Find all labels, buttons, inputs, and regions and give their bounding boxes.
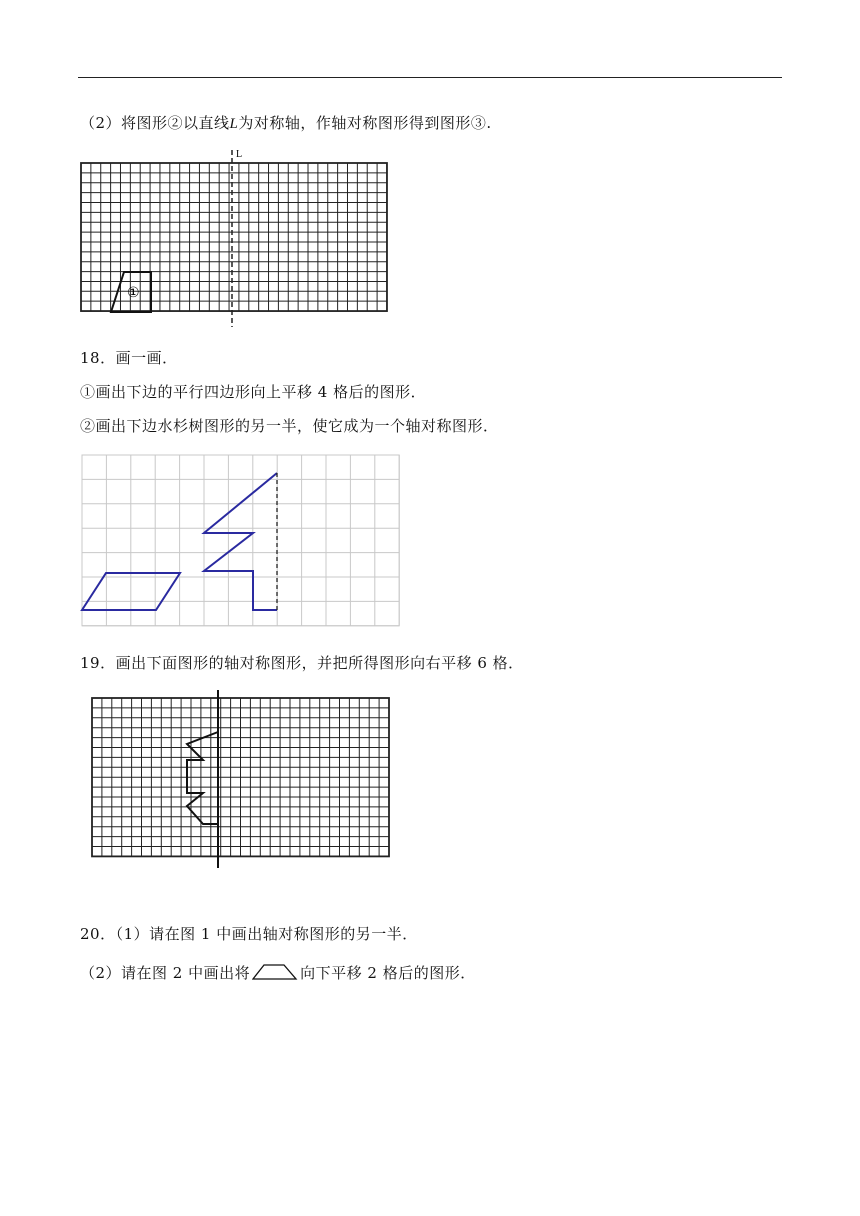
q18-title: 18．画一画． [80,349,178,367]
q20-line2-post: 向下平移 2 格后的图形． [300,964,476,982]
q18-grid-figure [80,453,402,633]
q18-line1: ①画出下边的平行四边形向上平移 4 格后的图形． [80,383,427,401]
q20-line2-pre: （2）请在图 2 中画出将 [80,964,251,982]
q20-line1: 20．（1）请在图 1 中画出轴对称图形的另一半． [80,925,418,943]
q17-shape-label: ① [127,285,140,301]
q18-grid [82,455,399,626]
q18-line2: ②画出下边水杉树图形的另一半，使它成为一个轴对称图形． [80,417,499,435]
grid-border [82,455,399,626]
q19-grid [92,698,389,856]
q19-title: 19．画出下面图形的轴对称图形，并把所得图形向右平移 6 格． [80,654,524,672]
q20-line2 [80,962,476,983]
q17-part2-post: 为对称轴，作轴对称图形得到图形③. [238,114,492,132]
q19-grid-figure [88,688,393,870]
q17-part2-text [80,112,492,133]
q19-shape [187,732,218,824]
q20-trapezoid-icon [252,963,298,981]
q17-axis-label: L [236,149,243,160]
q18-tree-half [204,473,277,610]
q17-part2-pre: （2）将图形②以直线 [80,114,230,132]
q17-var: L [229,116,239,132]
q17-grid-figure [78,145,398,330]
header-rule [78,77,782,78]
